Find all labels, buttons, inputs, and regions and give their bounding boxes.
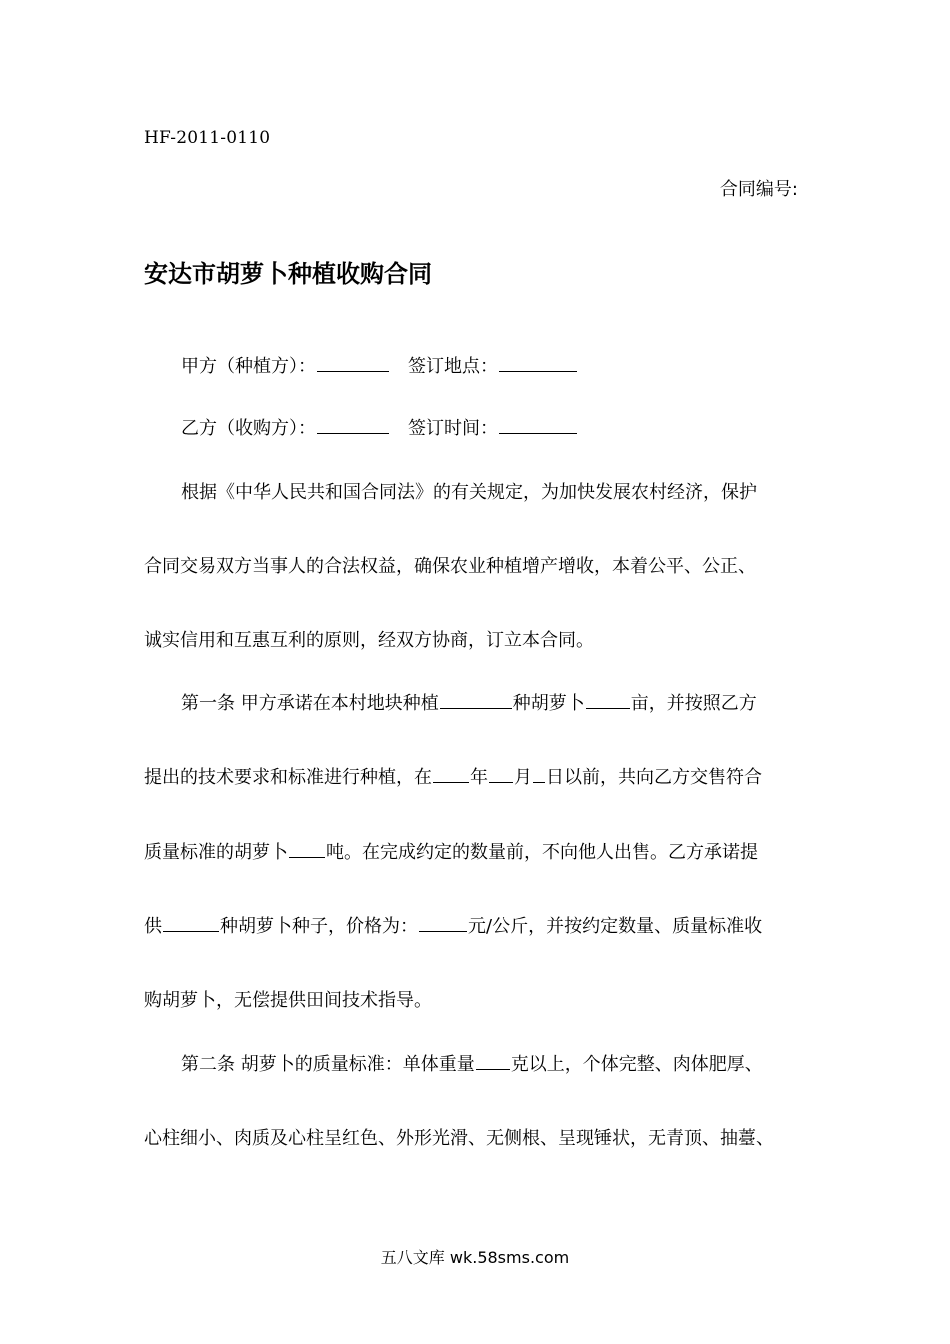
sign-time-blank: [499, 432, 577, 434]
article-1-line-2: [144, 763, 762, 789]
contract-number-label: 合同编号:: [719, 179, 798, 200]
seed-variety-blank: [163, 930, 219, 932]
party-a-line: [181, 352, 578, 378]
article-1-line-4: [144, 912, 762, 938]
party-a-blank: [317, 370, 389, 372]
year-blank: [433, 781, 469, 783]
article-1-text: 日以前，共向乙方交售符合: [546, 767, 762, 788]
article-1-text: 第一条 甲方承诺在本村地块种植: [181, 693, 439, 714]
party-b-label: 乙方（收购方）：: [181, 418, 316, 439]
acreage-blank: [586, 707, 630, 709]
footer-watermark: 五八文库 wk.58sms.com: [380, 1248, 570, 1267]
tonnage-blank: [289, 856, 325, 858]
article-1-text: 亩，并按照乙方: [630, 693, 757, 714]
day-blank: [533, 781, 545, 783]
weight-blank: [476, 1068, 510, 1070]
party-b-blank: [317, 432, 389, 434]
sign-place-blank: [499, 370, 577, 372]
article-2-line-1: [181, 1050, 763, 1076]
article-1-text: 吨。在完成约定的数量前，不向他人出售。乙方承诺提: [326, 842, 758, 863]
sign-place-label: 签订地点：: [408, 356, 498, 377]
article-1-text: 供: [144, 916, 162, 937]
document-code: HF-2011-0110: [144, 128, 271, 148]
party-a-label: 甲方（种植方）：: [181, 356, 316, 377]
article-1-text: 月: [514, 767, 532, 788]
article-1-text: 提出的技术要求和标准进行种植，在: [144, 767, 432, 788]
article-2-text: 第二条 胡萝卜的质量标准：单体重量: [181, 1054, 475, 1075]
article-2-line-2: 心柱细小、肉质及心柱呈红色、外形光滑、无侧根、呈现锤状，无青顶、抽薹、: [144, 1128, 774, 1149]
article-1-line-1: [181, 689, 757, 715]
variety-blank: [440, 707, 512, 709]
price-blank: [419, 930, 467, 932]
preamble-line-1: 根据《中华人民共和国合同法》的有关规定，为加快发展农村经济，保护: [181, 482, 757, 503]
article-1-text: 种胡萝卜: [512, 693, 585, 714]
party-b-line: [181, 414, 578, 440]
contract-title: 安达市胡萝卜种植收购合同: [144, 260, 432, 288]
article-1-text: 年: [470, 767, 488, 788]
preamble-line-2: 合同交易双方当事人的合法权益，确保农业种植增产增收，本着公平、公正、: [144, 556, 756, 577]
preamble-line-3: 诚实信用和互惠互利的原则，经双方协商，订立本合同。: [144, 630, 594, 651]
article-1-text: 质量标准的胡萝卜: [144, 842, 288, 863]
article-1-text: 种胡萝卜种子，价格为：: [220, 916, 418, 937]
sign-time-label: 签订时间：: [408, 418, 498, 439]
article-1-text: 元/公斤，并按约定数量、质量标准收: [468, 916, 763, 937]
article-1-line-5: 购胡萝卜，无偿提供田间技术指导。: [144, 990, 432, 1011]
month-blank: [489, 781, 513, 783]
article-1-line-3: [144, 838, 758, 864]
article-2-text: 克以上，个体完整、肉体肥厚、: [510, 1054, 763, 1075]
